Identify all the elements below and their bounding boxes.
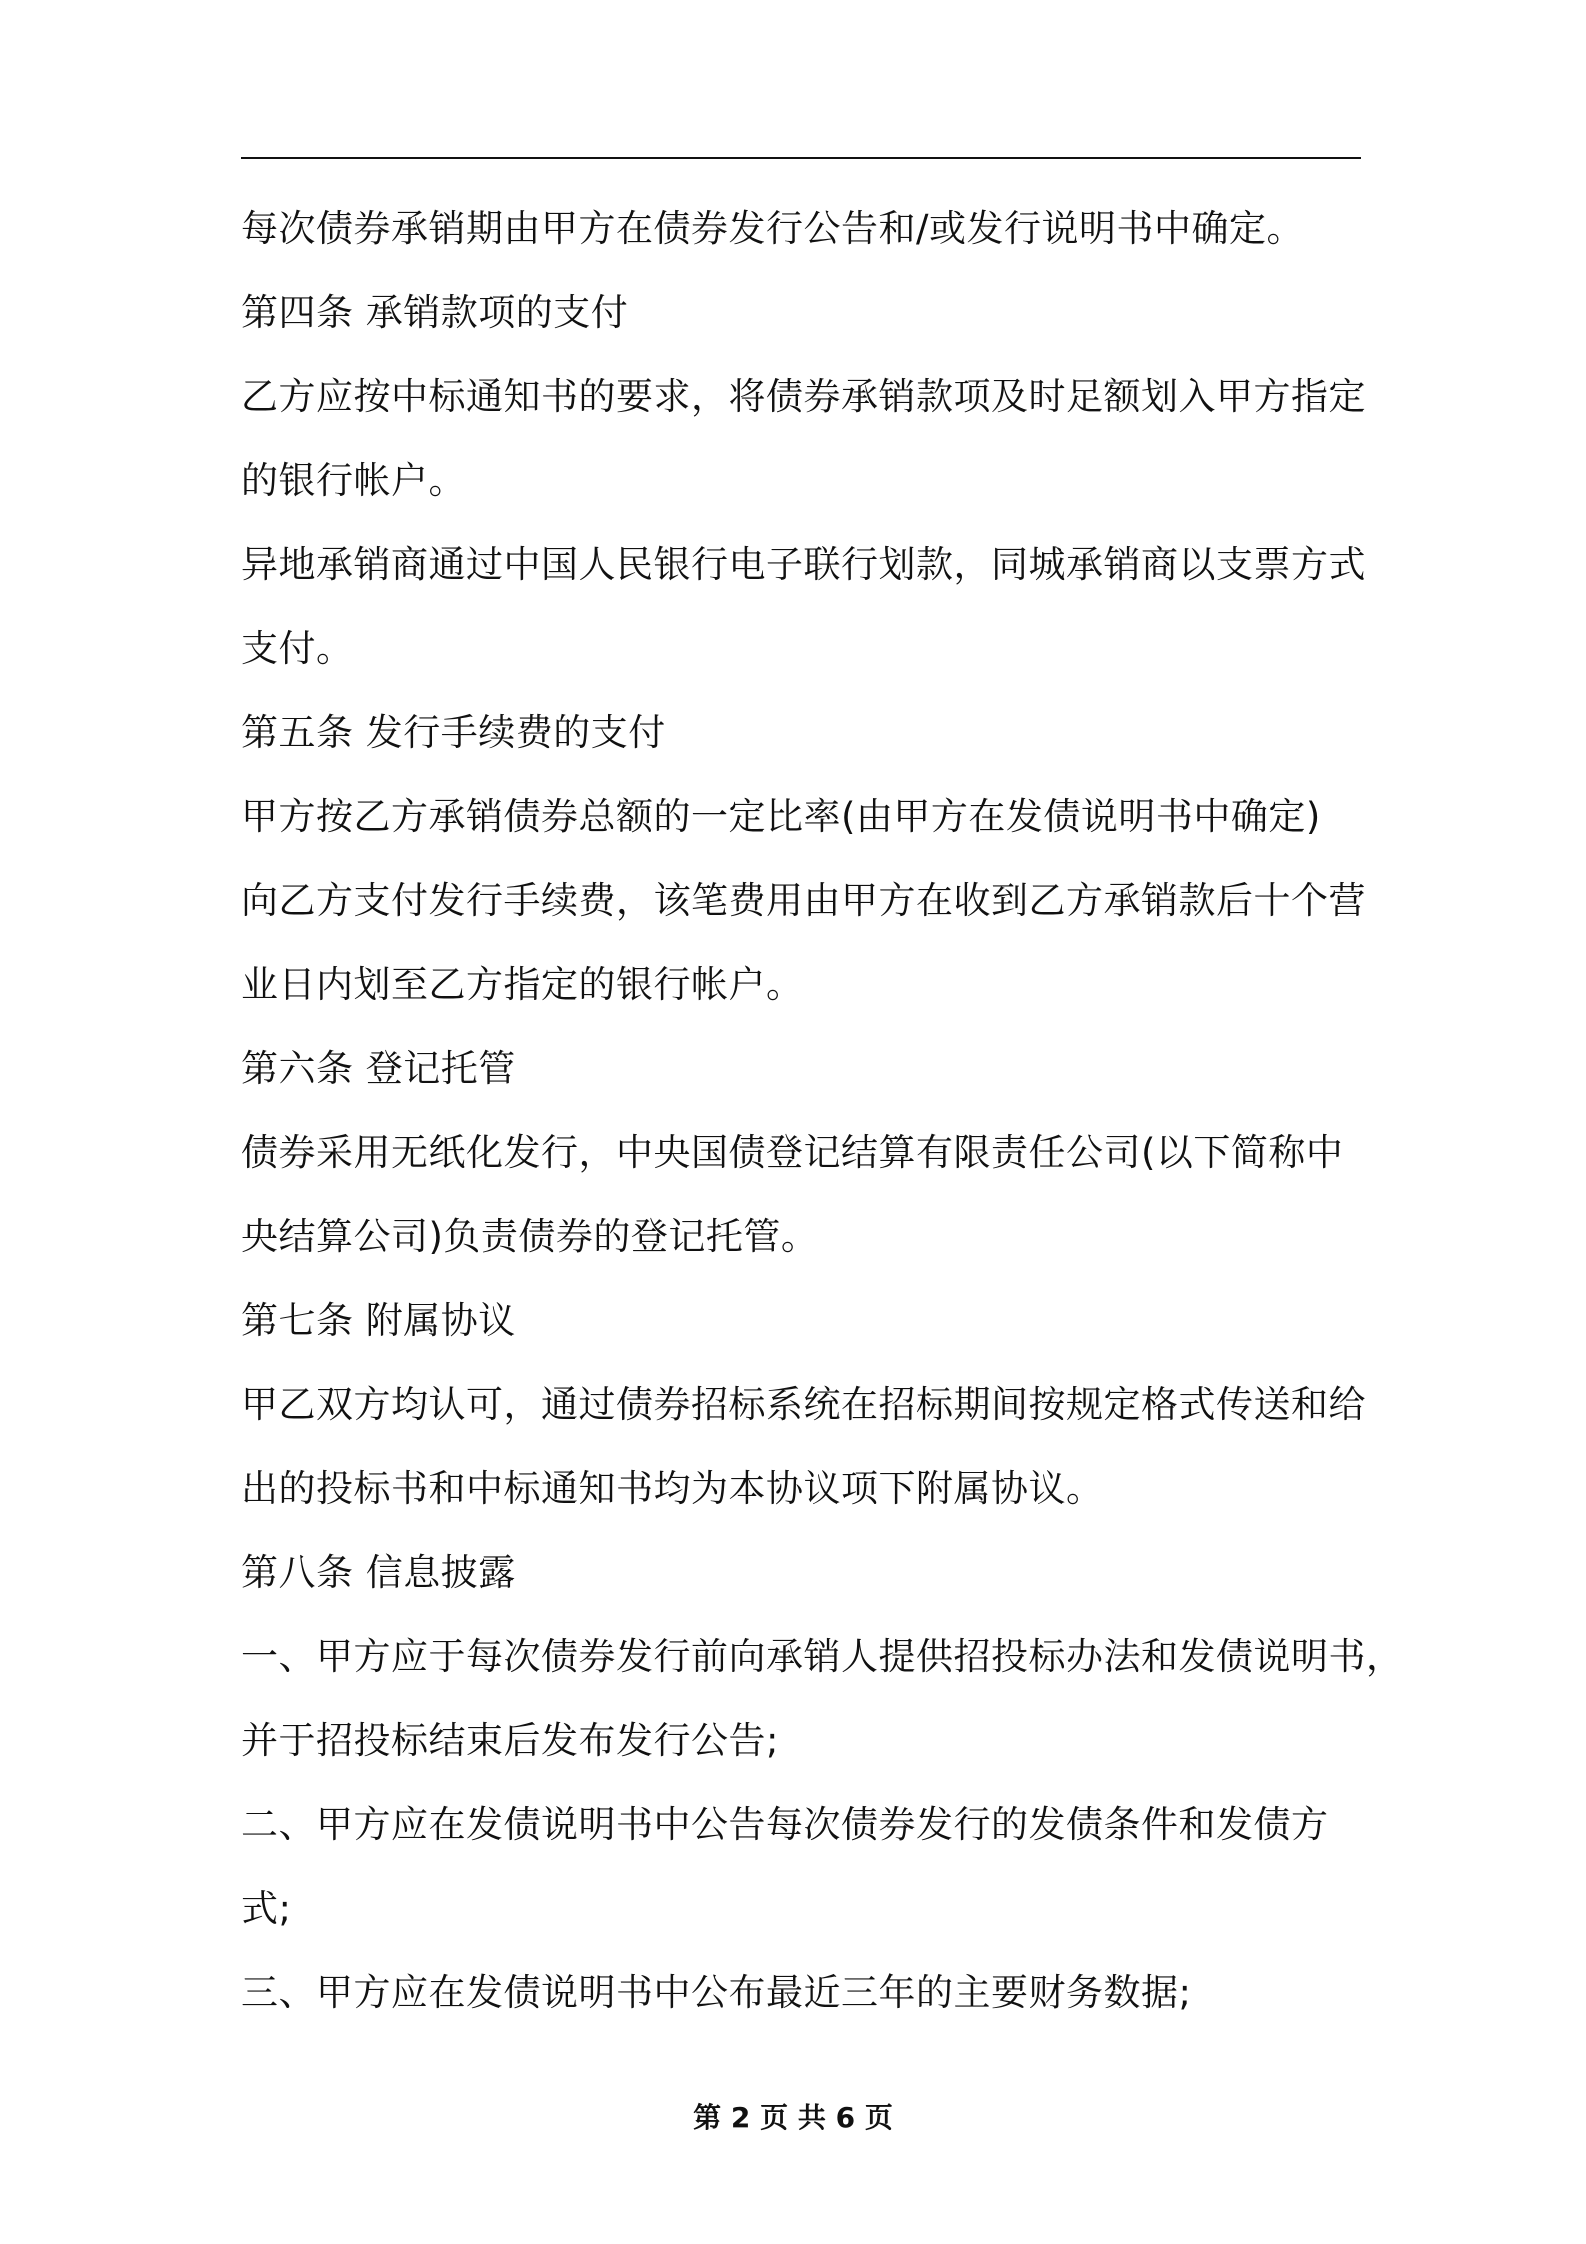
text-line: 甲方按乙方承销债券总额的一定比率(由甲方在发债说明书中确定) bbox=[241, 795, 1321, 838]
text-line: 每次债券承销期由甲方在债券发行公告和/或发行说明书中确定。 bbox=[241, 207, 1304, 250]
page-number: 第 2 页 共 6 页 bbox=[693, 2101, 893, 2134]
text-line: 向乙方支付发行手续费，该笔费用由甲方在收到乙方承销款后十个营 bbox=[241, 879, 1366, 922]
article-heading: 第四条 承销款项的支付 bbox=[241, 291, 629, 334]
text-line: 二、甲方应在发债说明书中公告每次债券发行的发债条件和发债方 bbox=[241, 1803, 1329, 1846]
article-heading: 第六条 登记托管 bbox=[241, 1047, 516, 1090]
text-line: 甲乙双方均认可，通过债券招标系统在招标期间按规定格式传送和给 bbox=[241, 1383, 1366, 1426]
text-line: 出的投标书和中标通知书均为本协议项下附属协议。 bbox=[241, 1467, 1104, 1510]
text-line: 式; bbox=[241, 1887, 292, 1930]
text-line: 业日内划至乙方指定的银行帐户。 bbox=[241, 963, 804, 1006]
article-heading: 第八条 信息披露 bbox=[241, 1551, 516, 1594]
text-line: 支付。 bbox=[241, 627, 354, 670]
text-line: 并于招投标结束后发布发行公告; bbox=[241, 1719, 779, 1762]
text-line: 一、甲方应于每次债券发行前向承销人提供招投标办法和发债说明书， bbox=[241, 1635, 1404, 1678]
text-line: 乙方应按中标通知书的要求，将债券承销款项及时足额划入甲方指定 bbox=[241, 375, 1366, 418]
text-line: 三、甲方应在发债说明书中公布最近三年的主要财务数据; bbox=[241, 1971, 1192, 2014]
text-line: 央结算公司)负责债券的登记托管。 bbox=[241, 1215, 819, 1258]
text-line: 的银行帐户。 bbox=[241, 459, 466, 502]
article-heading: 第七条 附属协议 bbox=[241, 1299, 516, 1342]
text-line: 异地承销商通过中国人民银行电子联行划款，同城承销商以支票方式 bbox=[241, 543, 1366, 586]
article-heading: 第五条 发行手续费的支付 bbox=[241, 711, 666, 754]
text-line: 债券采用无纸化发行，中央国债登记结算有限责任公司(以下简称中 bbox=[241, 1131, 1344, 1174]
header-rule bbox=[241, 157, 1361, 159]
